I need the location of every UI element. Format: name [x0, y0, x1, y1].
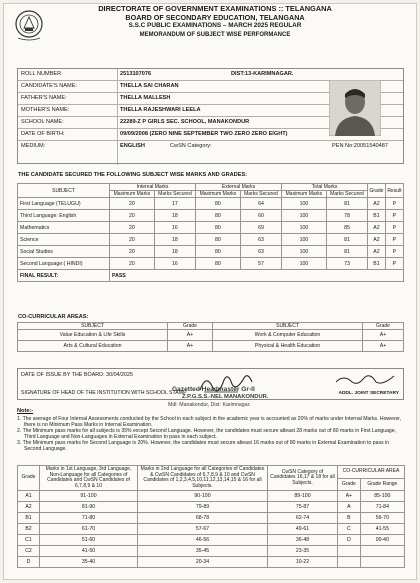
mark-grade: A2 [368, 246, 386, 258]
stamp-mandal: Mdl: Manakondur, Dist: Karimnagar. [168, 402, 251, 408]
grade-cell-g: A1 [18, 491, 40, 502]
board-emblem-logo [14, 8, 44, 42]
col-external: External Marks [196, 184, 282, 191]
g-h-cc-range: Grade Range [360, 478, 404, 491]
medium-row [18, 141, 403, 164]
mark-ext-sec: 63 [240, 246, 281, 258]
subject-name: First Language (TELUGU) [18, 198, 110, 210]
mark-tot-sec: 81 [326, 234, 367, 246]
candidate-name: THELLA SAI CHARAN [120, 83, 179, 89]
grade-row [18, 546, 405, 557]
addl-joint-secretary: ADDL. JOINT SECRETARY [338, 391, 399, 396]
grade-cell-c3: 36-48 [268, 535, 338, 546]
col-ext-max: Maximum Marks [196, 191, 241, 198]
mark-ext-max: 80 [196, 210, 241, 222]
cc-h-grade-right: Grade [363, 323, 404, 330]
subject-name: Third Language: English [18, 210, 110, 222]
mother-name-label: MOTHER'S NAME: [21, 107, 70, 113]
grade-cell-g: A2 [18, 502, 40, 513]
note-item: 2. The Minimum pass marks for all subjects is 35% except Second Language. However, the candidates must secure atleast 28 marks out of 80 marks in First Language, Third Language and Non-Languages in External Examination to pass in each subject. [17, 428, 397, 441]
cocurricular-title: CO-CURRICULAR AREAS: [18, 314, 89, 320]
medium-label: MEDIUM: [21, 143, 46, 149]
mark-ext-sec: 63 [240, 234, 281, 246]
grade-cell-cr: 71-84 [360, 502, 404, 513]
mark-tot-max: 100 [282, 234, 327, 246]
grade-cell-cr: 85-100 [360, 491, 404, 502]
roll-label: ROLL NUMBER [21, 71, 62, 77]
grade-row [18, 491, 405, 502]
mark-ext-sec: 60 [240, 210, 281, 222]
cc-subject: Work & Computer Education [213, 330, 363, 341]
subject-row [18, 258, 404, 270]
grade-cell-c1: 51-60 [40, 535, 138, 546]
grade-cell-c1: 61-70 [40, 524, 138, 535]
mark-grade: A2 [368, 234, 386, 246]
cc-subject: Physical & Health Education [213, 341, 363, 352]
grade-row [18, 502, 405, 513]
col-int-max: Maximum Marks [110, 191, 155, 198]
grade-cell-cg [338, 546, 361, 557]
grade-cell-g: C1 [18, 535, 40, 546]
cocurricular-row [18, 341, 404, 352]
cocurricular-row [18, 330, 404, 341]
cwsn-label: CwSN Category: [170, 143, 212, 149]
stamp-headmaster: Gazetted Headmaster Gr-II [172, 386, 255, 393]
roll-number: 2513107076 [120, 71, 152, 77]
grade-cell-cg: A+ [338, 491, 361, 502]
head-signature-label: SIGNATURE OF HEAD OF THE INSTITUTION WITH SCHOOL STAMP [21, 390, 187, 396]
stamp-school: Z.P.G.S.S.-NEL MANAKONDUR. [182, 394, 269, 400]
mark-ext-max: 80 [196, 198, 241, 210]
final-result-row [18, 270, 404, 282]
grade-cell-g: B1 [18, 513, 40, 524]
cc-grade: A+ [363, 330, 404, 341]
col-tot-max: Maximum Marks [282, 191, 327, 198]
grade-cell-c1: 91-100 [40, 491, 138, 502]
subject-row [18, 198, 404, 210]
cc-grade: A+ [168, 330, 213, 341]
col-internal: Internal Marks [110, 184, 196, 191]
col-tot-sec: Marks Secured [326, 191, 367, 198]
grade-cell-c1: 41-50 [40, 546, 138, 557]
school-name: 22289-Z P GIRLS SEC. SCHOOL, MANAKONDUR [120, 119, 250, 125]
col-total: Total Marks [282, 184, 368, 191]
mark-int-sec: 18 [154, 210, 195, 222]
candidate-name-label: CANDIDATE'S NAME: [21, 83, 77, 89]
grade-cell-c2: 90-100 [138, 491, 268, 502]
mark-tot-sec: 81 [326, 246, 367, 258]
g-h-second: Marks in 2nd Language for all Categories of Candidates & CwSN Candidates of 6,7,8,9 & 10 and CwSN Candidates of 1,2,3,4,5,10,11,12,13,14,15 & 16 for all Subjects. [138, 466, 268, 491]
mark-int-max: 20 [110, 222, 155, 234]
grade-cell-c2: 57-67 [138, 524, 268, 535]
mark-result: P [385, 258, 403, 270]
grade-cell-cg: B [338, 513, 361, 524]
mark-tot-sec: 78 [326, 210, 367, 222]
mark-result: P [385, 234, 403, 246]
grade-cell-c1: 71-80 [40, 513, 138, 524]
note-item: 3. The Minimum pass marks for Second Language is 20%. However, the candidates must secure atleast 16 marks out of 80 marks in External Examination to pass in Second Language. [17, 440, 389, 453]
mark-ext-max: 80 [196, 258, 241, 270]
grade-cell-cr: 56-70 [360, 513, 404, 524]
mark-ext-max: 80 [196, 246, 241, 258]
col-int-sec: Marks Secured [154, 191, 195, 198]
mark-grade: A2 [368, 222, 386, 234]
mother-name: THELLA RAJESHWARI LEELA [120, 107, 201, 113]
mark-grade: B1 [368, 210, 386, 222]
grade-cell-cg: A [338, 502, 361, 513]
subject-name: Social Studies [18, 246, 110, 258]
grade-cell-cr: 41-55 [360, 524, 404, 535]
pen-number: PEN No:20051540487 [332, 143, 388, 149]
grade-cell-c2: 20-34 [138, 557, 268, 568]
grade-cell-c1: 81-90 [40, 502, 138, 513]
grade-cell-c3: 49-61 [268, 524, 338, 535]
grade-cell-cg [338, 557, 361, 568]
mark-int-max: 20 [110, 210, 155, 222]
subject-name: Mathematics [18, 222, 110, 234]
mark-tot-max: 100 [282, 198, 327, 210]
mark-result: P [385, 198, 403, 210]
mark-int-max: 20 [110, 258, 155, 270]
final-result-label: FINAL RESULT: [18, 270, 110, 282]
cc-subject: Value Education & Life Skills [18, 330, 168, 341]
final-result-value: PASS [110, 270, 404, 282]
header-directorate: DIRECTORATE OF GOVERNMENT EXAMINATIONS :: TELANGANA [98, 4, 332, 13]
g-h-cocurricular: CO-CURRICULAR AREA [338, 466, 405, 479]
g-h-cwsn: CwSN Category of Candidates 16,17 & 18 for all Subjects. [268, 466, 338, 491]
grade-cell-c2: 68-78 [138, 513, 268, 524]
mark-tot-sec: 73 [326, 258, 367, 270]
grade-cell-cr [360, 546, 404, 557]
grade-row [18, 524, 405, 535]
dob-label: DATE OF BIRTH: [21, 131, 65, 137]
col-subject: SUBJECT [18, 184, 110, 198]
mark-tot-max: 100 [282, 246, 327, 258]
grade-cell-c2: 79-89 [138, 502, 268, 513]
mark-result: P [385, 210, 403, 222]
grade-row [18, 513, 405, 524]
cc-grade: A+ [168, 341, 213, 352]
subject-marks-table [17, 183, 404, 282]
header-memorandum: MEMORANDUM OF SUBJECT WISE PERFORMANCE [139, 31, 291, 38]
cc-grade: A+ [363, 341, 404, 352]
grade-cell-c3: 62-74 [268, 513, 338, 524]
header-board: BOARD OF SECONDARY EDUCATION, TELANGANA [125, 12, 305, 22]
candidate-photo [329, 80, 381, 136]
grade-cell-c3: 75-87 [268, 502, 338, 513]
mark-grade: A2 [368, 198, 386, 210]
cc-h-subject-right: SUBJECT [213, 323, 363, 330]
grade-cell-cg: C [338, 524, 361, 535]
cc-subject: Arts & Cultural Education [18, 341, 168, 352]
mark-int-sec: 16 [154, 222, 195, 234]
notes-list [17, 416, 405, 453]
father-name: THELLA MALLESH [120, 95, 171, 101]
mark-ext-sec: 69 [240, 222, 281, 234]
grade-cell-c2: 46-56 [138, 535, 268, 546]
subject-row [18, 246, 404, 258]
medium-value: ENGLISH [120, 143, 145, 149]
grade-cell-g: C2 [18, 546, 40, 557]
subject-name: Science [18, 234, 110, 246]
mark-int-sec: 17 [154, 198, 195, 210]
g-h-grade: Grade [18, 466, 40, 491]
note-item: 1. The average of Four Internal Assessments conducted by the School in each subject in the academic year is accounted as 20% of marks under Internal Marks. However, there is no Minimum Pass Marks in Internal Examination. [17, 416, 402, 429]
col-result: Result [385, 184, 403, 198]
cc-h-subject-left: SUBJECT [18, 323, 168, 330]
cocurricular-table [17, 322, 404, 352]
grade-cell-c1: 35-40 [40, 557, 138, 568]
g-h-cc-grade: Grade [338, 478, 361, 491]
mark-int-max: 20 [110, 234, 155, 246]
mark-tot-max: 100 [282, 258, 327, 270]
mark-ext-sec: 64 [240, 198, 281, 210]
subject-name: Second Language:( HINDI) [18, 258, 110, 270]
grade-cell-g: B2 [18, 524, 40, 535]
grade-cell-c3: 89-100 [268, 491, 338, 502]
mark-result: P [385, 246, 403, 258]
district: DIST:13-KARIMNAGAR. [231, 71, 294, 77]
subject-row [18, 222, 404, 234]
mark-ext-max: 80 [196, 222, 241, 234]
document-header [50, 5, 380, 39]
grade-row [18, 535, 405, 546]
mark-ext-sec: 57 [240, 258, 281, 270]
mark-int-sec: 16 [154, 258, 195, 270]
mark-result: P [385, 222, 403, 234]
school-name-label: SCHOOL NAME: [21, 119, 64, 125]
secretary-signature [334, 372, 396, 388]
grade-cell-g: D [18, 557, 40, 568]
grade-cell-c3: 23-35 [268, 546, 338, 557]
grade-cell-cr [360, 557, 404, 568]
father-name-label: FATHER'S NAME: [21, 95, 67, 101]
mark-grade: B1 [368, 258, 386, 270]
mark-int-max: 20 [110, 198, 155, 210]
mark-tot-max: 100 [282, 222, 327, 234]
subject-row [18, 210, 404, 222]
mark-ext-max: 80 [196, 234, 241, 246]
cc-h-grade-left: Grade [168, 323, 213, 330]
notes-title: Note:- [17, 408, 34, 414]
mark-tot-sec: 81 [326, 198, 367, 210]
date-of-issue: DATE OF ISSUE BY THE BOARD: 30/04/2025 [21, 372, 134, 378]
col-ext-sec: Marks Secured [240, 191, 281, 198]
grade-row [18, 557, 405, 568]
grade-cell-c3: 10-22 [268, 557, 338, 568]
g-h-first: Marks in 1st Language, 3rd Language, Non-Language for all Categories of Candidates and CwSN Candidates of 6,7,8,9 & 10 [40, 466, 138, 491]
date-of-birth: 09/09/2008 (ZERO NINE SEPTEMBER TWO ZERO ZERO EIGHT) [120, 131, 288, 137]
grade-cell-c2: 35-45 [138, 546, 268, 557]
mark-int-sec: 18 [154, 246, 195, 258]
mark-int-max: 20 [110, 246, 155, 258]
mark-tot-max: 100 [282, 210, 327, 222]
subject-row [18, 234, 404, 246]
grade-cell-cg: D [338, 535, 361, 546]
col-grade: Grade [368, 184, 386, 198]
grade-cell-cr: 00-40 [360, 535, 404, 546]
header-exam: S.S.C PUBLIC EXAMINATIONS – MARCH 2025 REGULAR [128, 22, 302, 30]
mark-int-sec: 18 [154, 234, 195, 246]
mark-tot-sec: 85 [326, 222, 367, 234]
grade-range-table [17, 465, 405, 568]
marks-section-title: THE CANDIDATE SECURED THE FOLLOWING SUBJECT WISE MARKS AND GRADES: [18, 172, 248, 178]
